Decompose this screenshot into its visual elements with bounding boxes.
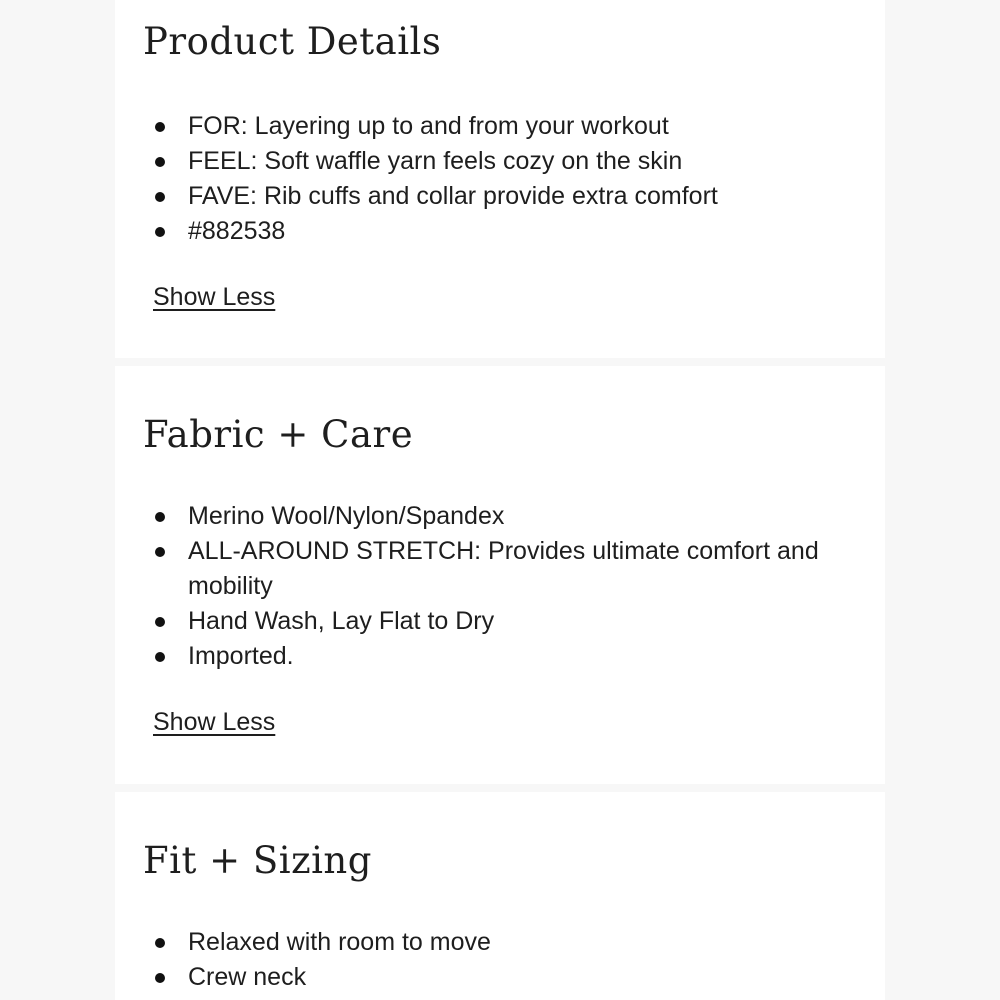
show-less-link[interactable]: Show Less (153, 708, 276, 736)
list-item: ALL-AROUND STRETCH: Provides ultimate comfort and mobility (188, 534, 888, 604)
bullet-list (188, 925, 888, 995)
section-title: Fit + Sizing (143, 839, 372, 882)
list-item: Merino Wool/Nylon/Spandex (188, 499, 888, 534)
list-item: #882538 (188, 214, 888, 249)
list-item: Hand Wash, Lay Flat to Dry (188, 604, 888, 639)
fabric-care-section (115, 366, 885, 784)
list-item: Relaxed with room to move (188, 925, 888, 960)
list-item: FOR: Layering up to and from your workout (188, 109, 888, 144)
list-item: FAVE: Rib cuffs and collar provide extra comfort (188, 179, 888, 214)
product-details-section (115, 0, 885, 358)
show-less-link[interactable]: Show Less (153, 283, 276, 311)
list-item: FEEL: Soft waffle yarn feels cozy on the skin (188, 144, 888, 179)
bullet-list (188, 109, 888, 249)
list-item: Imported. (188, 639, 888, 674)
fit-sizing-section (115, 792, 885, 1000)
section-title: Product Details (143, 20, 442, 63)
section-title: Fabric + Care (143, 413, 414, 456)
list-item: Crew neck (188, 960, 888, 995)
bullet-list (188, 499, 888, 674)
